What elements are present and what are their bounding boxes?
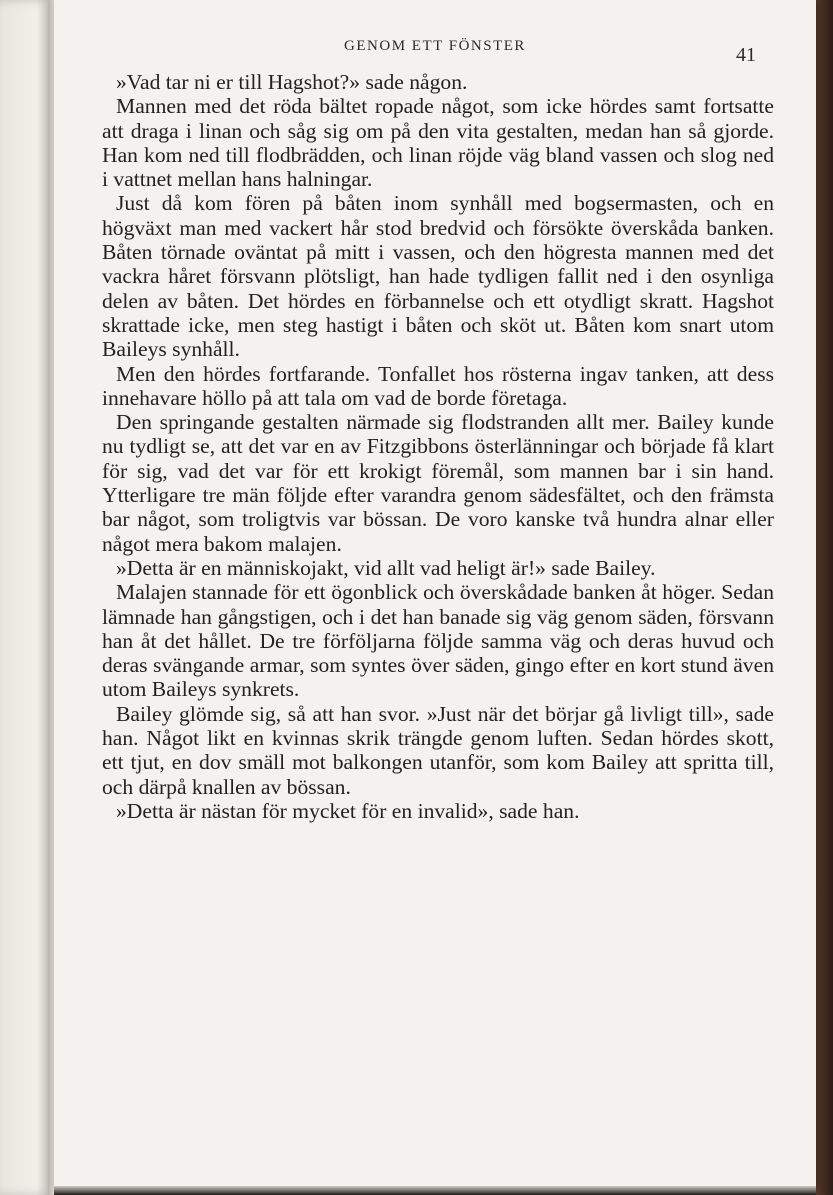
paragraph: Bailey glömde sig, så att han svor. »Just när det börjar gå livligt till», sade han. Något likt en kvinnas skrik trängde genom luften. Sedan hördes skott, ett tjut, en dov smäll mot balkongen utanför, som kom Bailey att spritta till, och därpå knallen av bössan. — [102, 701, 774, 799]
paragraph: Men den hördes fortfarande. Tonfallet hos rösterna ingav tanken, att dess innehavare höllo på att tala om vad de borde företaga. — [102, 361, 774, 410]
paragraph: »Vad tar ni er till Hagshot?» sade någon. — [116, 70, 468, 94]
running-head: GENOM ETT FÖNSTER — [344, 38, 526, 54]
paragraph: Just då kom fören på båten inom synhåll med bogsermasten, och en högväxt man med vackert hår stod bredvid och försökte överskåda banken. Båten törnade oväntat på mitt i vassen, och den högresta mannen med det vackra håret försvann plötsligt, han hade tydligen fallit ned i den osynliga delen av båten. Det hördes en förbannelse och ett otydligt skratt. Hagshot skrattade icke, men steg hastigt i båten och sköt ut. Båten kom snart utom Baileys synhåll. — [102, 191, 774, 362]
paragraph: Den springande gestalten närmade sig flodstranden allt mer. Bailey kunde nu tydligt se, att det var en av Fitzgibbons österlänningar och började få klart för sig, vad det var för ett krokigt föremål, som mannen bar i sin hand. Ytterligare tre män följde efter varandra genom sädesfältet, och den främsta bar något, som troligtvis var bössan. De voro kanske två hundra alnar eller något mera bakom malajen. — [102, 410, 774, 556]
paragraph: »Detta är nästan för mycket för en invalid», sade han. — [116, 798, 580, 823]
paragraph: »Detta är en människojakt, vid allt vad heligt är!» sade Bailey. — [116, 555, 656, 580]
left-page-edge — [0, 0, 52, 1195]
paragraph: Mannen med det röda bältet ropade något, som icke hördes samt fortsatte att draga i linan och såg sig om på den vita gestalten, medan han så gjorde. Han kom ned till flodbrädden, och linan röjde väg bland vassen och slog ned i vattnet mellan hans halningar. — [102, 94, 774, 192]
body-text — [102, 70, 774, 823]
paragraph: Malajen stannade för ett ögonblick och överskådade banken åt höger. Sedan lämnade han gångstigen, och i det han banade sig väg genom säden, försvann han åt det hållet. De tre förföljarna följde samma väg och deras huvud och deras svängande armar, som syntes över säden, gingo efter en kort stund även utom Baileys synkrets. — [102, 580, 774, 702]
book-cover-edge — [815, 0, 833, 1195]
page-number: 41 — [736, 44, 756, 66]
page-bottom-edge — [54, 1186, 816, 1195]
book-page — [54, 0, 816, 1188]
